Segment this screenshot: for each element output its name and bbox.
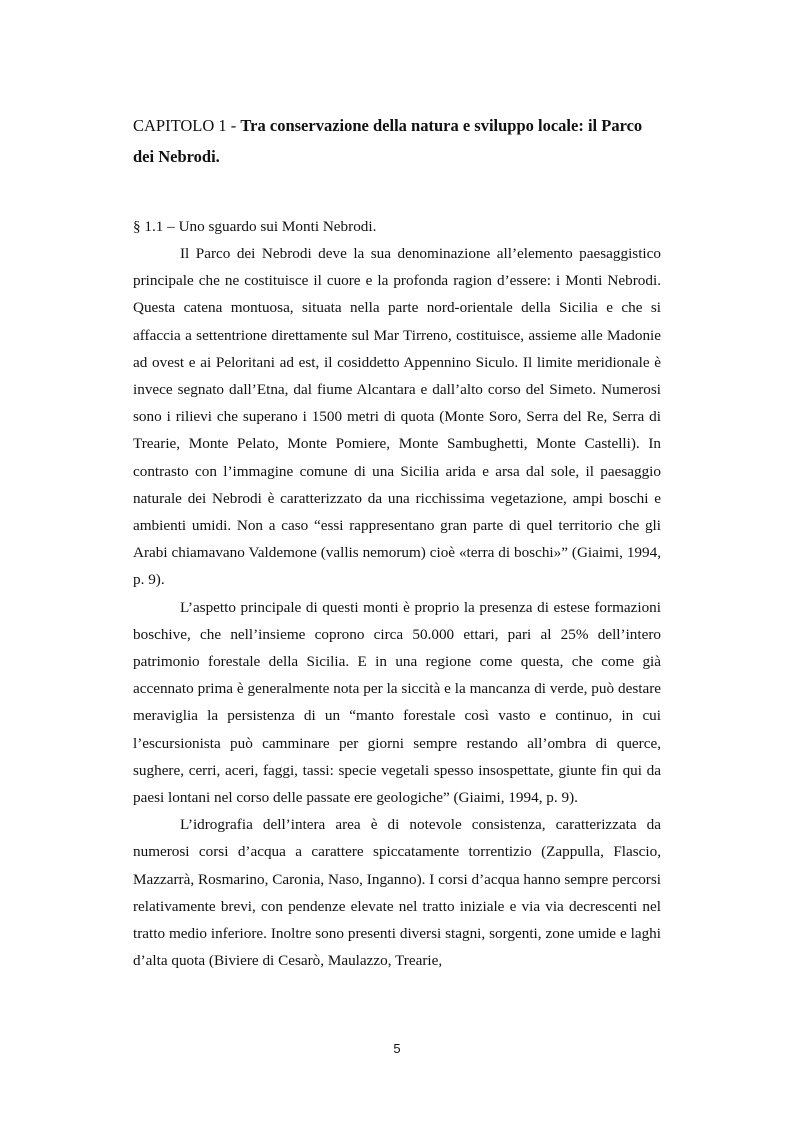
chapter-label: CAPITOLO 1 - xyxy=(133,116,241,135)
section-heading: § 1.1 – Uno sguardo sui Monti Nebrodi. xyxy=(133,218,377,235)
body-paragraph: L’aspetto principale di questi monti è proprio la presenza di estese formazioni boschive, che nell’insieme coprono circa 50.000 ettari, pari al 25% dell’intero patrimonio forestale della Sicilia. E in una regione come questa, che come già accennato prima è generalmente nota per la siccità e la mancanza di verde, può destare meraviglia la persistenza di un “manto forestale così vasto e continuo, in cui l’escursionista può camminare per giorni sempre restando all’ombra di querce, sughere, cerri, aceri, faggi, tassi: specie vegetali spesso insospettate, giunte fin qui da paesi lontani nel corso delle passate ere geologiche” (Giaimi, 1994, p. 9). xyxy=(133,598,661,807)
body-paragraph: L’idrografia dell’intera area è di notevole consistenza, caratterizzata da numerosi corsi d’acqua a carattere spiccatamente torrentizio (Zappulla, Flascio, Mazzarrà, Rosmarino, Caronia, Naso, Inganno). I corsi d’acqua hanno sempre percorsi relativamente brevi, con pendenze elevate nel tratto iniziale e via via decrescenti nel tratto medio inferiore. Inoltre sono presenti diversi stagni, sorgenti, zone umide e laghi d’alta quota (Biviere di Cesarò, Maulazzo, Trearie, xyxy=(133,816,661,970)
chapter-heading-text: Tra conservazione della natura e sviluppo locale: il Parco dei Nebrodi. xyxy=(133,116,643,166)
document-page xyxy=(133,110,661,974)
chapter-title xyxy=(133,110,661,172)
body-paragraph: Il Parco dei Nebrodi deve la sua denominazione all’elemento paesaggistico principale che ne costituisce il cuore e la profonda ragion d’essere: i Monti Nebrodi. Questa catena montuosa, situata nella parte nord-orientale della Sicilia e che si affaccia a settentrione direttamente sul Mar Tirreno, costituisce, assieme alle Madonie ad ovest e ai Peloritani ad est, il cosiddetto Appennino Siculo. Il limite meridionale è invece segnato dall’Etna, dal fiume Alcantara e dall’alto corso del Simeto. Numerosi sono i rilievi che superano i 1500 metri di quota (Monte Soro, Serra del Re, Serra di Trearie, Monte Pelato, Monte Pomiere, Monte Sambughetti, Monte Castelli). In contrasto con l’immagine comune di una Sicilia arida e arsa dal sole, il paesaggio naturale dei Nebrodi è caratterizzato da una ricchissima vegetazione, ampi boschi e ambienti umidi. Non a caso “essi rappresentano gran parte di quel territorio che gli Arabi chiamavano Valdemone (vallis nemorum) cioè «terra di boschi»” (Giaimi, 1994, p. 9). xyxy=(133,245,661,589)
page-number: 5 xyxy=(393,1041,401,1056)
